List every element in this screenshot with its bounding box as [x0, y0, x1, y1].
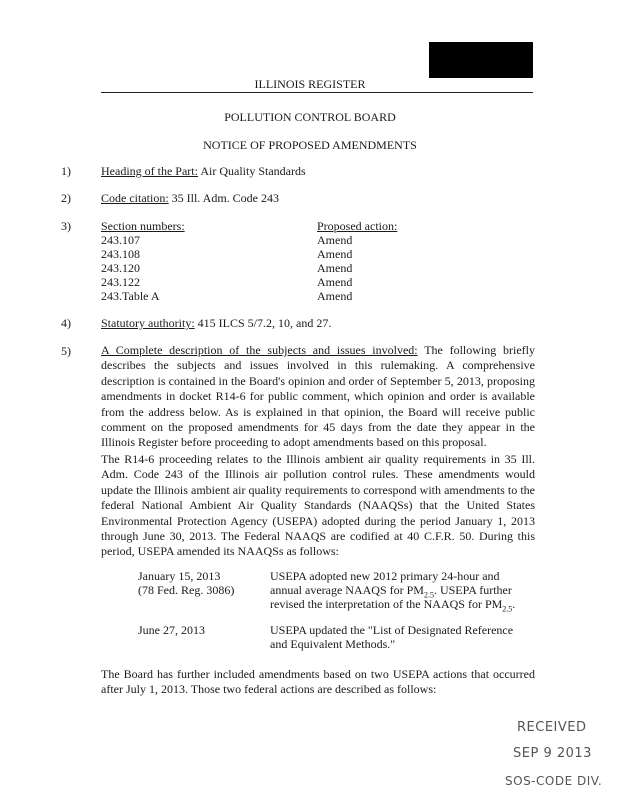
header-rule [101, 92, 533, 93]
item-statutory-authority [101, 316, 331, 331]
item-number: 2) [61, 191, 71, 205]
proposed-action: Amend [317, 233, 353, 247]
item-value: Air Quality Standards [200, 164, 306, 178]
received-date-stamp: SEP 9 2013 [513, 746, 592, 761]
section-number: 243.107 [101, 233, 140, 247]
description-paragraph [101, 343, 535, 451]
item-number: 4) [61, 316, 71, 330]
section-number: 243.108 [101, 247, 140, 261]
item-number: 5) [61, 344, 71, 358]
item-label: A Complete description of the subjects and issues involved: [101, 343, 418, 357]
proposed-action: Amend [317, 261, 353, 275]
proposed-action-header: Proposed action: [317, 219, 398, 233]
item-label: Statutory authority: [101, 316, 195, 330]
item-value: 415 ILCS 5/7.2, 10, and 27. [197, 316, 332, 330]
redaction-box [429, 42, 533, 78]
event-description-line: and Equivalent Methods." [270, 637, 396, 651]
event-description-line: USEPA adopted new 2012 primary 24-hour and [270, 569, 500, 583]
item-number: 1) [61, 164, 71, 178]
notice-title: NOTICE OF PROPOSED AMENDMENTS [203, 138, 417, 152]
item-number: 3) [61, 219, 71, 233]
event-description-line: revised the interpretation of the NAAQS for $PM_{2.5}$. [270, 597, 516, 614]
division-stamp: SOS-CODE DIV. [505, 774, 603, 788]
paragraph-text: The following briefly describes the subjects and issues involved in this rulemaking. A comprehensive description is contained in the Board's opinion and order of September 5, 2013, proposing amendments in docket R14-6 for public comment, which opinion and order is available from the address below. As is explained in that opinion, the Board will receive public comment on the proposed amendments for 45 days from the date they appear in the Illinois Register before proceeding to adopt amendments based on this proposal. [101, 343, 535, 450]
proposed-action: Amend [317, 289, 353, 303]
item-heading-of-part [101, 164, 306, 179]
proposed-action: Amend [317, 247, 353, 261]
agency-title: POLLUTION CONTROL BOARD [224, 110, 396, 124]
event-date: June 27, 2013 [138, 623, 205, 637]
item-value: 35 Ill. Adm. Code 243 [171, 191, 279, 205]
section-number: 243.120 [101, 261, 140, 275]
proposed-action: Amend [317, 275, 353, 289]
event-description-line: annual average NAAQS for $PM_{2.5}$. USEPA further [270, 583, 512, 600]
r14-6-paragraph: The R14-6 proceeding relates to the Illinois ambient air quality requirements in 35 Ill. Adm. Code 243 of the Illinois air pollution control rules. These amendments would update the Illinois ambient air quality requirements to correspond with amendments to the federal National Ambient Air Quality Standards (NAAQSs) that the United States Environmental Protection Agency (USEPA) adopted during the period January 1, 2013 through June 30, 2013. The Federal NAAQS are codified at 40 C.F.R. 50. During this period, USEPA amended its NAAQSs as follows: [101, 452, 535, 559]
event-description-line: USEPA updated the "List of Designated Reference [270, 623, 514, 637]
closing-paragraph: The Board has further included amendments based on two USEPA actions that occurred after July 1, 2013. Those two federal actions are described as follows: [101, 667, 535, 697]
section-number: 243.Table A [101, 289, 160, 303]
item-label: Code citation: [101, 191, 169, 205]
section-numbers-header: Section numbers: [101, 219, 185, 233]
received-stamp: RECEIVED [517, 720, 587, 735]
event-reference: (78 Fed. Reg. 3086) [138, 583, 235, 597]
register-title: ILLINOIS REGISTER [254, 77, 366, 91]
section-number: 243.122 [101, 275, 140, 289]
item-label: Heading of the Part: [101, 164, 198, 178]
event-date: January 15, 2013 [138, 569, 221, 583]
item-code-citation [101, 191, 279, 206]
